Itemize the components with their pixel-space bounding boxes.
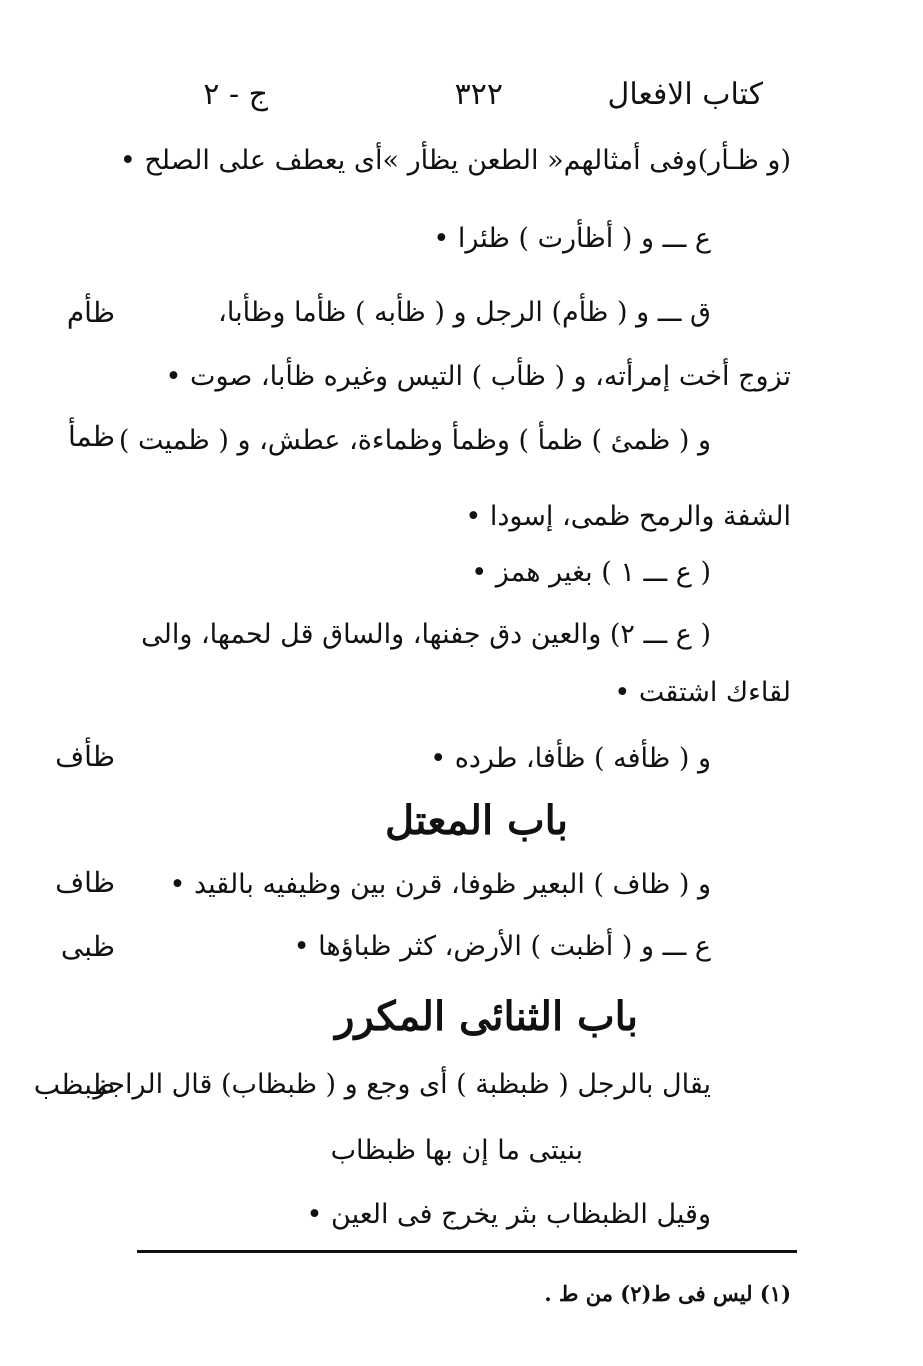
text-line-3: ق ـــ و ( ظأم) الرجل و ( ظأبه ) ظأما وظأبا، (218, 297, 711, 328)
text-line-7: ( ع ـــ ١ ) بغير همز • (471, 557, 711, 588)
text-line-10: و ( ظأفه ) ظأفا، طرده • (430, 743, 711, 774)
text-line-12: ع ـــ و ( أظبت ) الأرض، كثر ظباؤها • (293, 931, 711, 962)
section-heading-doubled-biliteral: باب الثنائى المكرر (335, 993, 638, 1040)
text-line-8: ( ع ـــ ٢) والعين دق جفنها، والساق قل لحمها، والى (141, 619, 711, 650)
text-line-14: وقيل الظبظاب بثر يخرج فى العين • (306, 1199, 711, 1230)
text-line-9: لقاءك اشتقت • (614, 677, 791, 708)
text-line-11: و ( ظاف ) البعير ظوفا، قرن بين وظيفيه بالقيد • (169, 869, 711, 900)
book-title: كتاب الافعال (607, 77, 763, 112)
text-line-6: الشفة والرمح ظمى، إسودا • (465, 501, 791, 532)
margin-word-5: ظبى (60, 930, 115, 963)
volume-label: ج - ٢ (203, 77, 268, 112)
text-line-13: يقال بالرجل ( ظبظبة ) أى وجع و ( ظبظاب) قال الراجز (93, 1069, 711, 1100)
text-line-5: و ( ظمئ ) ظمأ ) وظمأ وظماءة، عطش، و ( ظميت ) (118, 425, 711, 456)
page-number: ٣٢٢ (454, 77, 503, 112)
footnote: (١) ليس فى ط(٢) من ط . (544, 1281, 791, 1306)
text-line-1: (و ظـأر)وفى أمثالهم« الطعن يظأر »أى يعطف على الصلح • (119, 145, 791, 176)
verse-line: بنيتى ما إن بها ظبظاب (330, 1135, 583, 1166)
margin-word-4: ظاف (55, 866, 115, 899)
margin-word-2: ظمأ (67, 420, 115, 453)
text-line-2: ع ـــ و ( أظأرت ) ظئرا • (433, 223, 711, 254)
text-line-4: تزوج أخت إمرأته، و ( ظأب ) التيس وغيره ظأبا، صوت • (165, 361, 791, 392)
section-heading-weak-verbs: باب المعتل (385, 797, 568, 844)
margin-word-6: ظبظب (33, 1068, 115, 1101)
footnote-rule (137, 1250, 797, 1253)
margin-word-1: ظأم (66, 296, 115, 329)
margin-word-3: ظأف (55, 740, 115, 773)
